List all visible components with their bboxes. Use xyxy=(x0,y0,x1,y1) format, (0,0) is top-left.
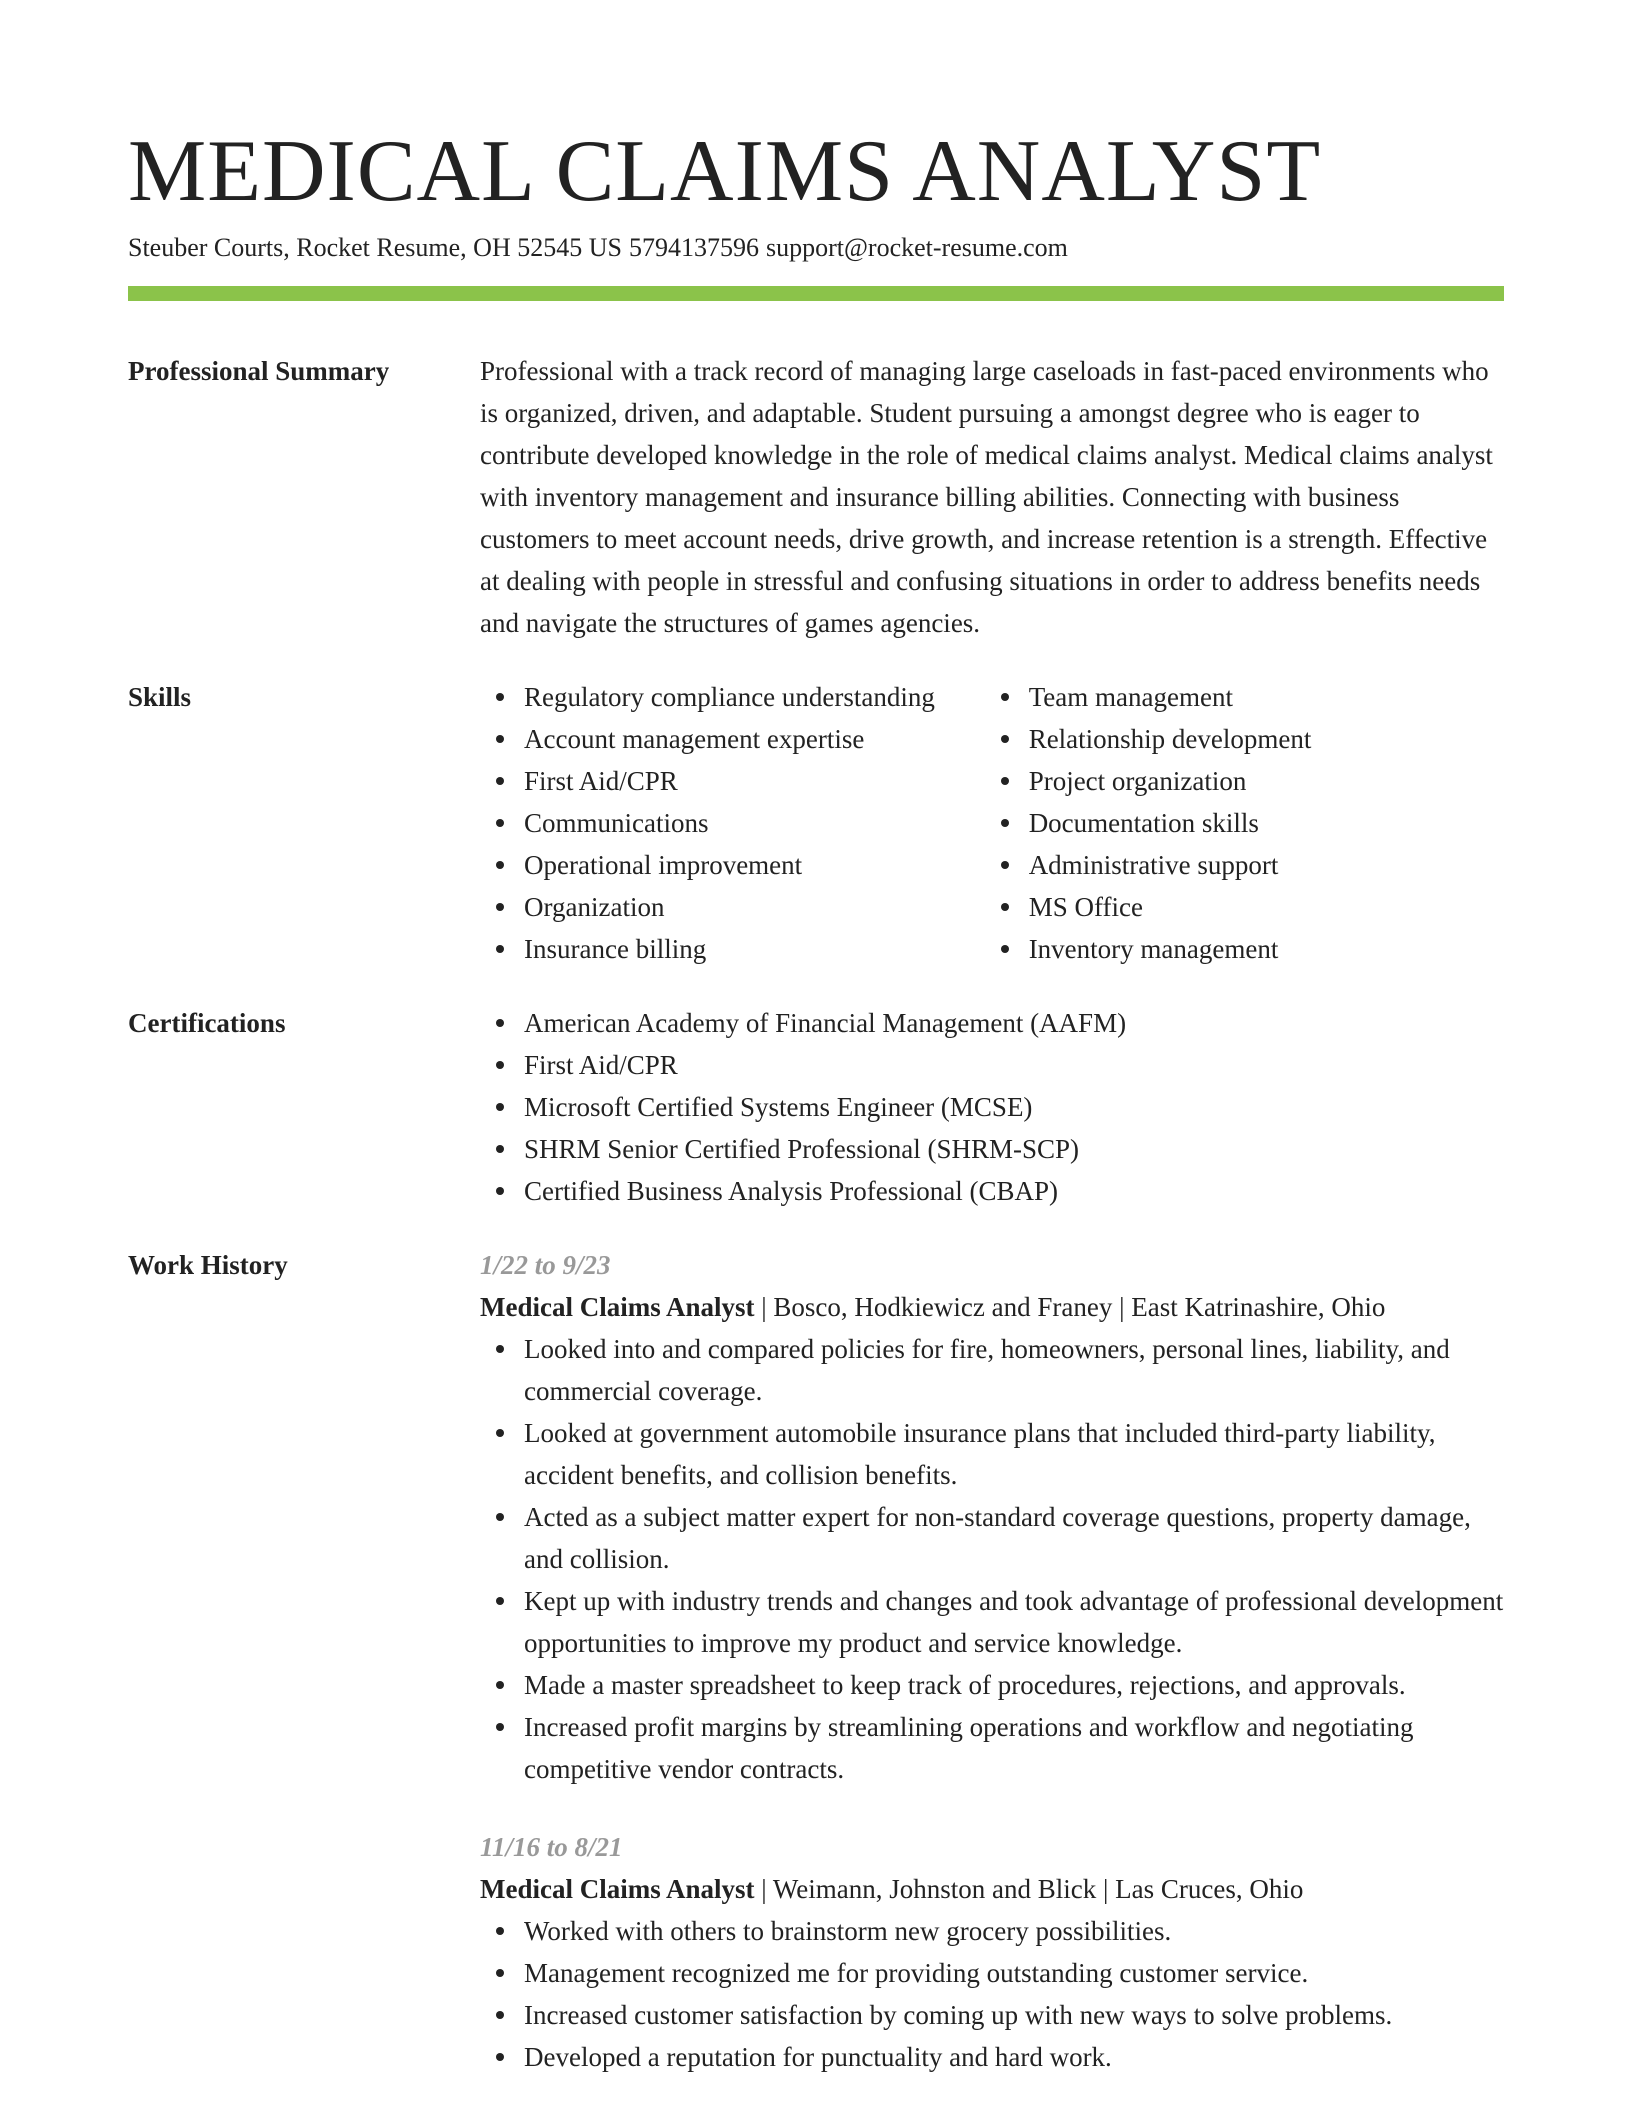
job-bullet: Looked into and compared policies for fire, homeowners, personal lines, liability, and commercial coverage. xyxy=(524,1328,1504,1412)
job-dates: 1/22 to 9/23 xyxy=(480,1250,611,1280)
summary-text: Professional with a track record of managing large caseloads in fast-paced environments who is organized, driven, and adaptable. Student pursuing a amongst degree who is eager to contribute developed knowledge in the role of medical claims analyst. Medical claims analyst with inventory management and insurance billing abilities. Connecting with business customers to meet account needs, drive growth, and increase retention is a strength. Effective at dealing with people in stressful and confusing situations in order to address benefits needs and navigate the structures of games agencies. xyxy=(480,356,1493,638)
section-title-certifications: Certifications xyxy=(128,1008,286,1038)
resume-name: MEDICAL CLAIMS ANALYST xyxy=(128,123,1322,220)
contact-email: support@rocket-resume.com xyxy=(765,233,1068,262)
skill-item: Insurance billing xyxy=(524,928,985,970)
contact-address: Steuber Courts, Rocket Resume, OH 52545 US xyxy=(128,233,622,262)
contact-line xyxy=(128,230,1068,266)
skill-item: Administrative support xyxy=(1029,844,1504,886)
skill-item: Team management xyxy=(1029,676,1504,718)
skill-item: Relationship development xyxy=(1029,718,1504,760)
certification-item: Certified Business Analysis Professional (CBAP) xyxy=(524,1170,1504,1212)
job-bullet: Developed a reputation for punctuality and hard work. xyxy=(524,2036,1504,2078)
job-bullet: Made a master spreadsheet to keep track of procedures, rejections, and approvals. xyxy=(524,1664,1504,1706)
certification-item: SHRM Senior Certified Professional (SHRM-SCP) xyxy=(524,1128,1504,1170)
job-bullet: Increased profit margins by streamlining operations and workflow and negotiating competitive vendor contracts. xyxy=(524,1706,1504,1790)
section-title-skills: Skills xyxy=(128,682,192,712)
job-bullet: Increased customer satisfaction by coming up with new ways to solve problems. xyxy=(524,1994,1504,2036)
skills-grid xyxy=(480,676,1504,970)
job-dates: 11/16 to 8/21 xyxy=(480,1832,623,1862)
section-title-summary: Professional Summary xyxy=(128,356,390,386)
accent-divider xyxy=(128,286,1504,301)
summary-body xyxy=(480,350,1504,644)
job-entry xyxy=(480,1826,1504,2078)
certification-item: Microsoft Certified Systems Engineer (MCSE) xyxy=(524,1086,1504,1128)
skills-list-left xyxy=(480,676,985,970)
job-bullet: Worked with others to brainstorm new grocery possibilities. xyxy=(524,1910,1504,1952)
skill-item: First Aid/CPR xyxy=(524,760,985,802)
job-bullet: Looked at government automobile insurance plans that included third-party liability, accident benefits, and collision benefits. xyxy=(524,1412,1504,1496)
job-title: Medical Claims Analyst xyxy=(480,1874,755,1904)
contact-phone: 5794137596 xyxy=(628,233,759,262)
certifications-list xyxy=(480,1002,1504,1212)
certification-item: American Academy of Financial Management (AAFM) xyxy=(524,1002,1504,1044)
job-title: Medical Claims Analyst xyxy=(480,1292,755,1322)
job-bullet: Kept up with industry trends and changes and took advantage of professional development opportunities to improve my product and service knowledge. xyxy=(524,1580,1504,1664)
skills-body xyxy=(480,676,1504,970)
certification-item: First Aid/CPR xyxy=(524,1044,1504,1086)
job-employer-location: | Weimann, Johnston and Blick | Las Cruces, Ohio xyxy=(754,1874,1304,1904)
skill-item: Regulatory compliance understanding xyxy=(524,676,985,718)
job-bullet-list xyxy=(480,1910,1504,2078)
certifications-body xyxy=(480,1002,1504,1212)
skill-item: Project organization xyxy=(1029,760,1504,802)
skill-item: Operational improvement xyxy=(524,844,985,886)
work-history-body xyxy=(480,1244,1504,2078)
skill-item: Communications xyxy=(524,802,985,844)
skill-item: MS Office xyxy=(1029,886,1504,928)
skill-item: Organization xyxy=(524,886,985,928)
skill-item: Account management expertise xyxy=(524,718,985,760)
skill-item: Documentation skills xyxy=(1029,802,1504,844)
job-header xyxy=(480,1868,1504,1910)
job-entry xyxy=(480,1244,1504,1790)
job-employer-location: | Bosco, Hodkiewicz and Franey | East Katrinashire, Ohio xyxy=(754,1292,1386,1322)
skill-item: Inventory management xyxy=(1029,928,1504,970)
job-bullet-list xyxy=(480,1328,1504,1790)
skills-list-right xyxy=(985,676,1504,970)
job-bullet: Acted as a subject matter expert for non-standard coverage questions, property damage, and collision. xyxy=(524,1496,1504,1580)
job-header xyxy=(480,1286,1504,1328)
section-title-work-history: Work History xyxy=(128,1250,288,1280)
job-bullet: Management recognized me for providing outstanding customer service. xyxy=(524,1952,1504,1994)
